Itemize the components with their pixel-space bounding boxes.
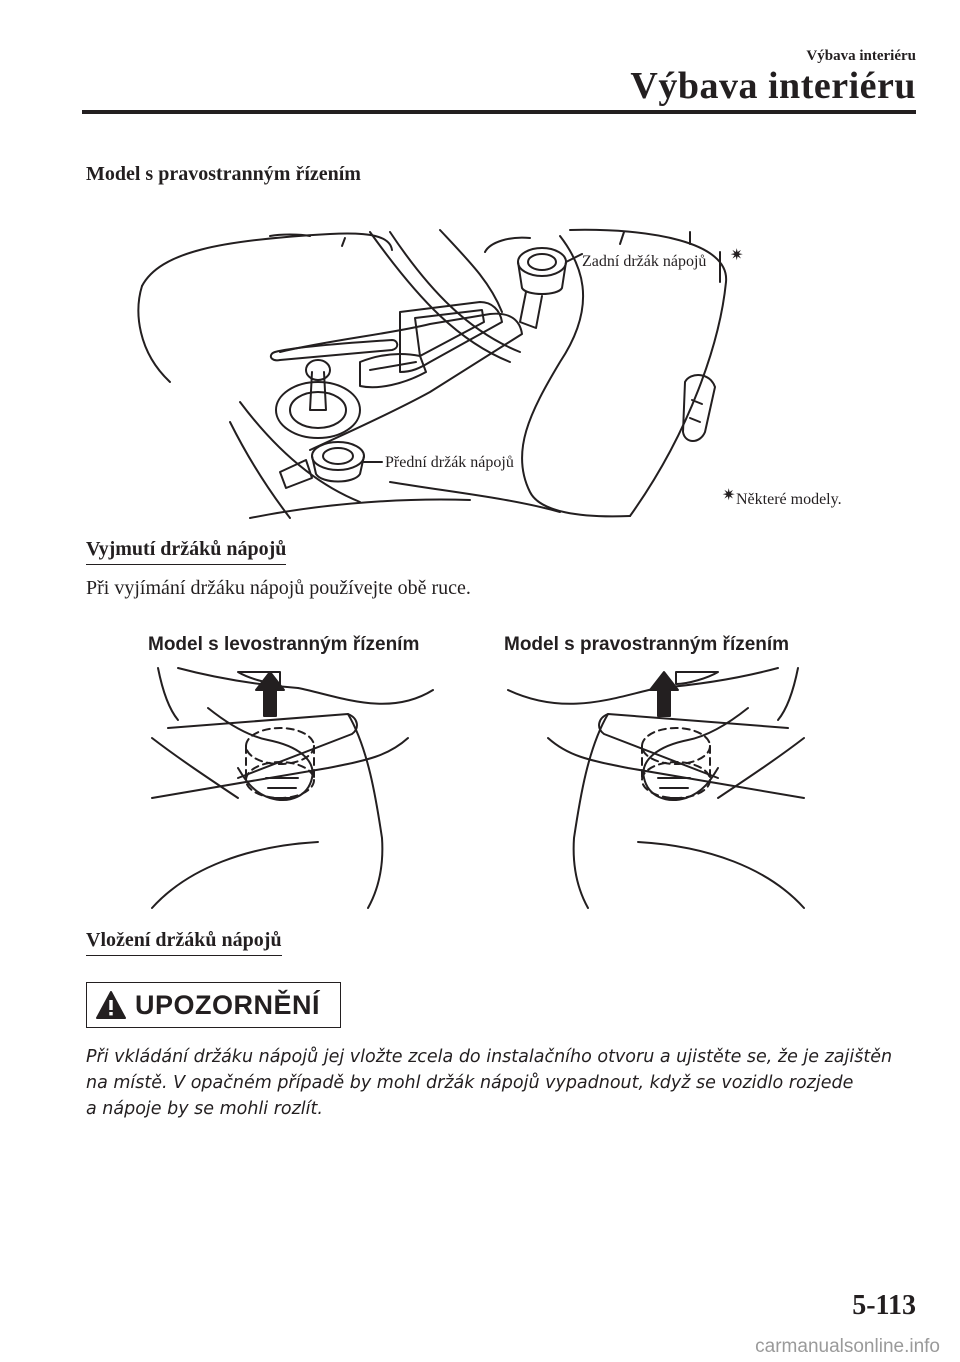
running-header-title: Výbava interiéru xyxy=(630,65,916,107)
header-rule xyxy=(82,110,916,114)
removal-heading: Vyjmutí držáků nápojů xyxy=(86,538,286,565)
rear-cup-holder-label: Zadní držák nápojů xyxy=(582,253,707,270)
caution-line-1: Při vkládání držáku nápojů jej vložte zcela do instalačního otvoru a ujistěte se, že je zajištěn xyxy=(86,1047,893,1067)
left-panel-drawing xyxy=(152,668,433,908)
left-hand-drive-label: Model s levostranným řízením xyxy=(148,634,420,655)
some-models-footnote: Některé modely. xyxy=(736,491,842,508)
front-cup-holder-label: Přední držák nápojů xyxy=(385,454,514,471)
running-header-small: Výbava interiéru xyxy=(806,48,916,64)
figure1-title: Model s pravostranným řízením xyxy=(86,163,361,185)
cup-holder-removal-illustration xyxy=(148,628,808,913)
footnote-asterisk: ✷ xyxy=(722,487,736,504)
center-console-illustration xyxy=(130,222,870,522)
caution-text xyxy=(86,1044,906,1122)
page-number: 5-113 xyxy=(852,1290,916,1321)
right-hand-drive-label: Model s pravostranným řízením xyxy=(504,634,790,655)
insertion-heading: Vložení držáků nápojů xyxy=(86,929,282,956)
caution-box xyxy=(86,982,341,1028)
warning-triangle-icon xyxy=(95,990,127,1020)
right-panel-drawing xyxy=(508,668,804,908)
removal-instruction: Při vyjímání držáku nápojů používejte obě ruce. xyxy=(86,577,471,599)
caution-label: UPOZORNĚNÍ xyxy=(135,989,321,1020)
caution-line-3: a nápoje by se mohli rozlít. xyxy=(86,1099,323,1119)
caution-line-2: na místě. V opačném případě by mohl držák nápojů vypadnout, když se vozidlo rozjede xyxy=(86,1073,854,1093)
watermark: carmanualsonline.info xyxy=(755,1336,940,1357)
rear-asterisk: ✷ xyxy=(730,247,744,264)
